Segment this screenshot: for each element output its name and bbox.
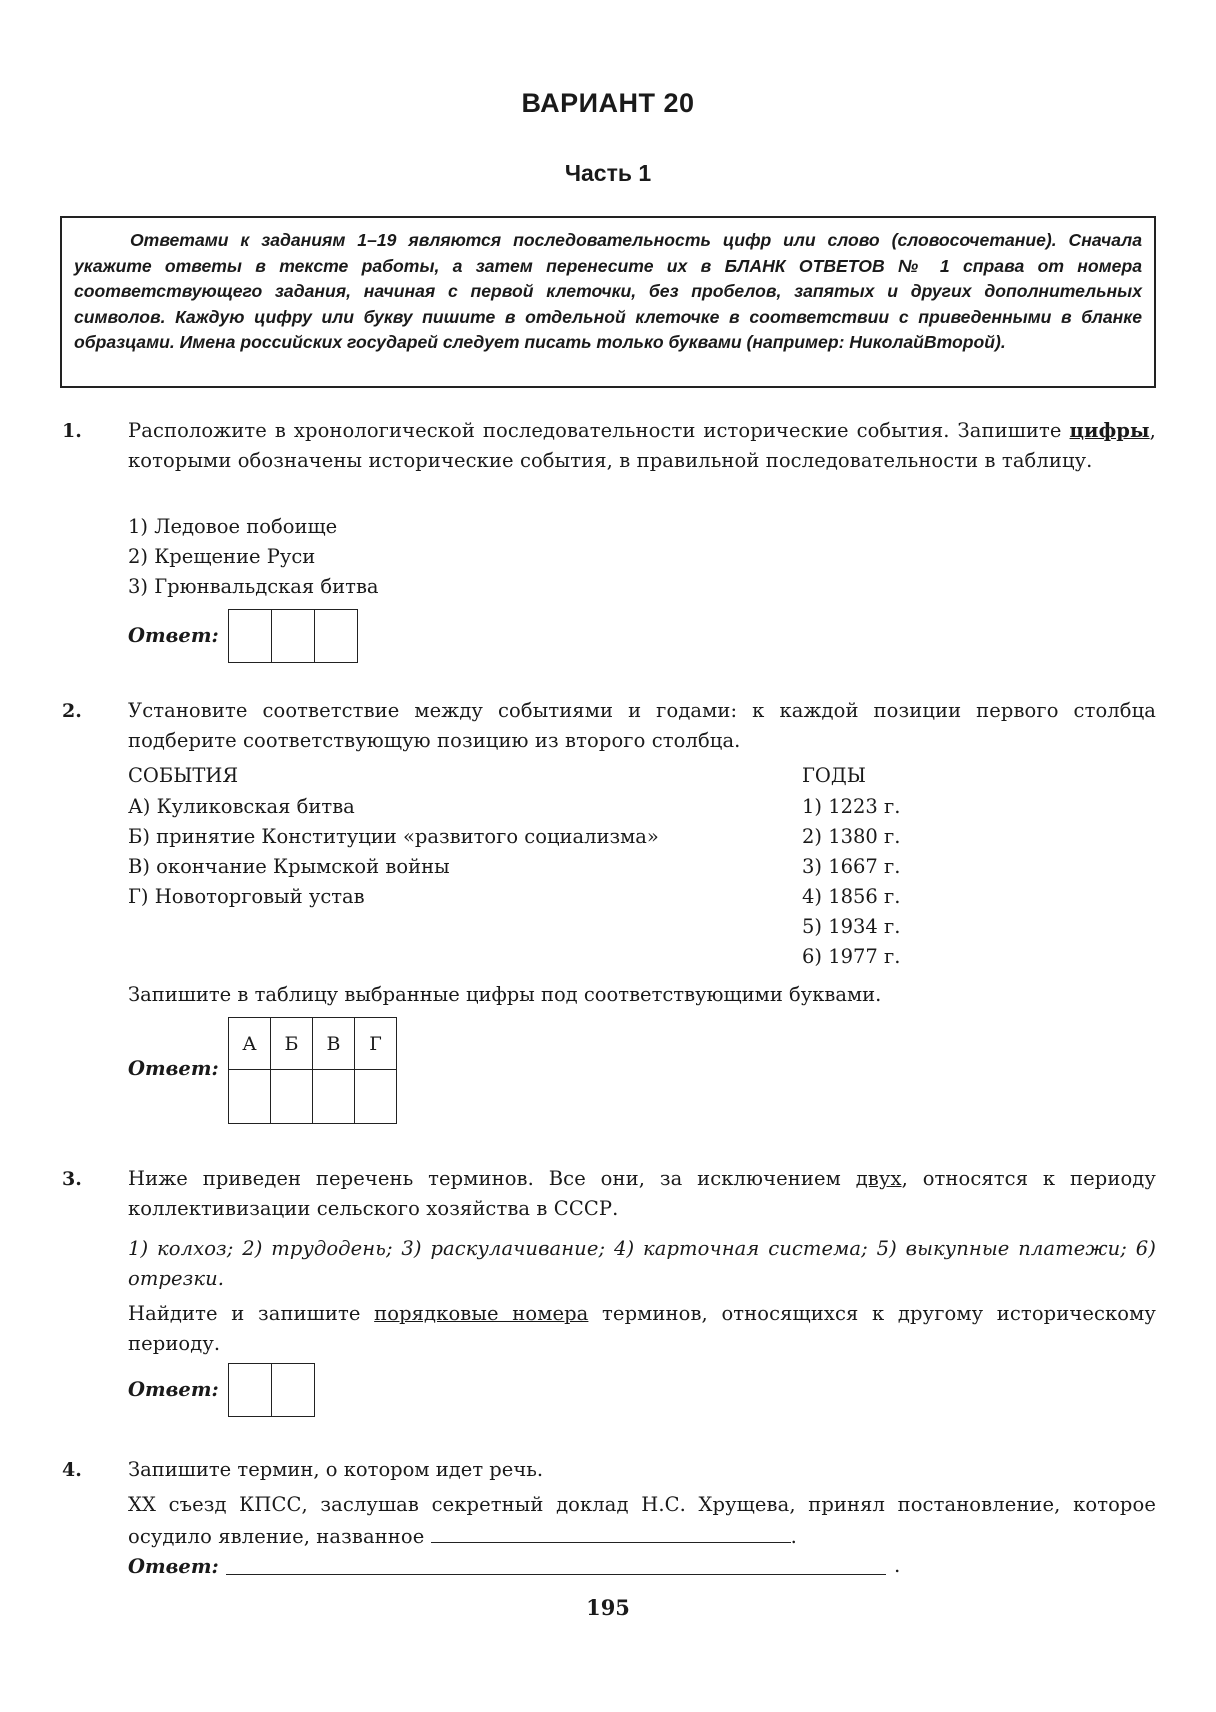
grid-letter: Б [271, 1018, 313, 1070]
question-4-paragraph: XX съезд КПСС, заслушав секретный доклад Н.С. Хрущева, принял постановление, которое осудило явление, названное . [128, 1493, 1156, 1548]
answer-cell[interactable] [313, 1070, 355, 1124]
answer-cell[interactable] [355, 1070, 397, 1124]
answer-label: Ответ: [128, 1378, 219, 1401]
question-3-text [128, 1164, 1156, 1223]
question-3-find-emphasis: порядковые номера [374, 1302, 589, 1325]
answer-1-cells[interactable] [228, 609, 358, 663]
question-1-text-a: Расположите в хронологической последовательности исторические события. Запишите [128, 419, 1062, 442]
year-item: 1) 1223 г. [802, 795, 901, 818]
grid-letter: Г [355, 1018, 397, 1070]
question-3-find [128, 1299, 1156, 1358]
question-3-emphasis: двух [855, 1167, 902, 1190]
year-item: 3) 1667 г. [802, 855, 901, 878]
question-4-paragraph-text: XX съезд КПСС, заслушав секретный доклад Н.С. Хрущева, принял постановление, которое осудило явление, названное [128, 1493, 1156, 1548]
instructions-box: Ответами к заданиям 1–19 являются последовательность цифр или слово (словосочетание). Сначала укажите ответы в тексте работы, а затем перенесите их в БЛАНК ОТВЕТОВ № 1 справа от номера соответствующего задания, начиная с первой клеточки, без пробелов, запятых и других дополнительных символов. Каждую цифру или букву пишите в отдельной клеточке в соответствии с приведенными в бланке образцами. Имена российских государей следует писать только буквами (например: НиколайВторой). [60, 216, 1156, 388]
question-3-find-a: Найдите и запишите [128, 1302, 361, 1325]
part-title: Часть 1 [564, 160, 652, 186]
event-item: А) Куликовская битва [128, 795, 355, 818]
question-3-find-b: терминов, относящихся к другому историческому периоду. [128, 1302, 1156, 1355]
question-3-text-a: Ниже приведен перечень терминов. Все они, за исключением [128, 1167, 841, 1190]
question-1-item: 2) Крещение Руси [128, 545, 316, 568]
question-2-text: Установите соответствие между событиями и годами: к каждой позиции первого столбца подберите соответствующую позицию из второго столбца. [128, 699, 1156, 752]
question-1-number: 1. [62, 420, 82, 442]
question-1-text-b: , которыми обозначены исторические события, в правильной последовательности в таблицу. [128, 419, 1156, 472]
years-header: ГОДЫ [802, 764, 866, 787]
question-4-number: 4. [62, 1459, 82, 1481]
question-1-item: 1) Ледовое побоище [128, 515, 338, 538]
answer-cell[interactable] [271, 1070, 313, 1124]
grid-letter: В [313, 1018, 355, 1070]
events-header: СОБЫТИЯ [128, 764, 239, 787]
event-item: Б) принятие Конституции «развитого социализма» [128, 825, 659, 848]
question-1-emphasis: цифры [1069, 419, 1150, 442]
event-item: В) окончание Крымской войны [128, 855, 450, 878]
answer-4-period: . [894, 1553, 901, 1577]
year-item: 5) 1934 г. [802, 915, 901, 938]
answer-label: Ответ: [128, 624, 219, 647]
year-item: 4) 1856 г. [802, 885, 901, 908]
question-3-text-b: , относятся к периоду коллективизации сельского хозяйства в СССР. [128, 1167, 1156, 1220]
answer-4-line[interactable] [226, 1552, 886, 1575]
question-4-text: Запишите термин, о котором идет речь. [128, 1458, 544, 1481]
answer-cell[interactable] [229, 1364, 272, 1417]
answer-cell[interactable] [272, 1364, 315, 1417]
page-number: 195 [586, 1595, 630, 1620]
question-2-instruction: Запишите в таблицу выбранные цифры под соответствующими буквами. [128, 983, 882, 1006]
answer-3-cells[interactable] [228, 1363, 315, 1417]
answer-label: Ответ: [128, 1555, 219, 1578]
question-1-text [128, 416, 1156, 475]
event-item: Г) Новоторговый устав [128, 885, 365, 908]
answer-label: Ответ: [128, 1057, 219, 1080]
answer-2-grid[interactable] [228, 1017, 397, 1124]
answer-cell[interactable] [229, 1070, 271, 1124]
grid-letter: А [229, 1018, 271, 1070]
year-item: 6) 1977 г. [802, 945, 901, 968]
answer-cell[interactable] [229, 610, 272, 663]
question-2-number: 2. [62, 700, 82, 722]
answer-cell[interactable] [315, 610, 358, 663]
question-3-number: 3. [62, 1168, 82, 1190]
fill-blank[interactable] [431, 1520, 791, 1543]
answer-cell[interactable] [272, 610, 315, 663]
year-item: 2) 1380 г. [802, 825, 901, 848]
question-1-item: 3) Грюнвальдская битва [128, 575, 379, 598]
question-3-terms: 1) колхоз; 2) трудодень; 3) раскулачивание; 4) карточная система; 5) выкупные платежи; 6) отрезки. [128, 1237, 1156, 1290]
variant-title: ВАРИАНТ 20 [521, 88, 695, 118]
